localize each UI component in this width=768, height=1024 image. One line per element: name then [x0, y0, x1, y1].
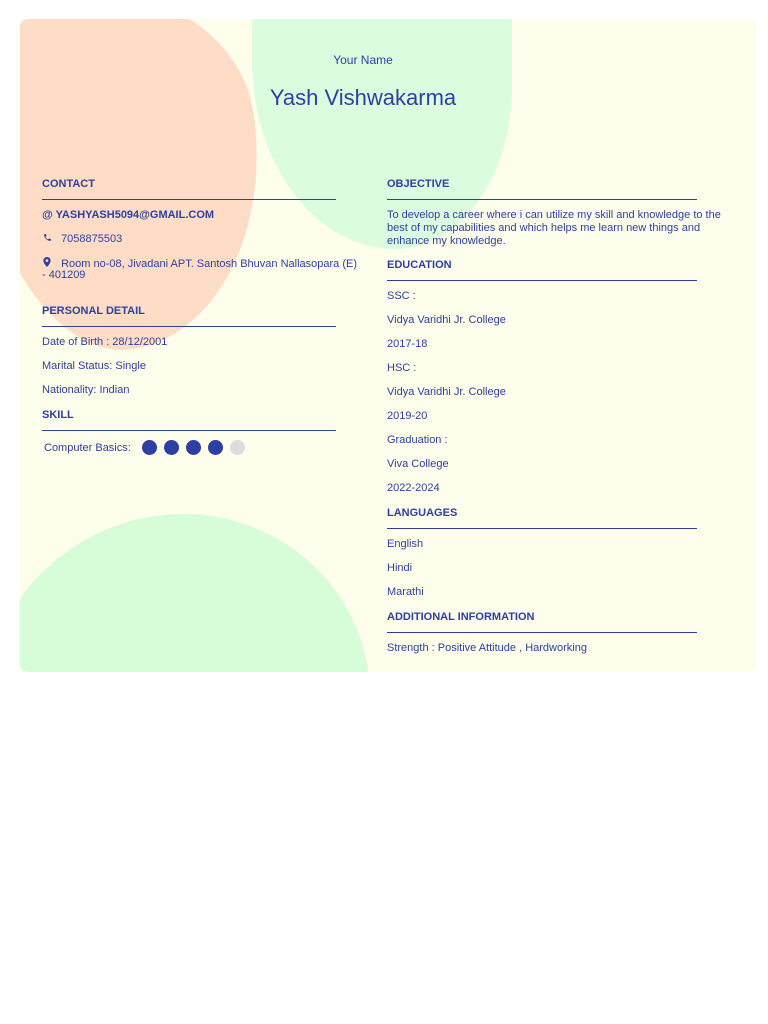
phone-text: 7058875503 — [61, 233, 123, 245]
rating-dot-empty — [230, 440, 245, 455]
divider — [387, 632, 697, 633]
language-item: Marathi — [387, 586, 424, 598]
phone-icon — [42, 233, 52, 246]
divider — [387, 199, 697, 200]
divider — [42, 326, 336, 327]
education-item: 2022-2024 — [387, 482, 440, 494]
objective-text: To develop a career where i can utilize my skill and knowledge to the best of my capabilities and which helps me learn new things and enhance my knowledge. — [387, 209, 721, 247]
full-name: Yash Vishwakarma — [269, 85, 457, 110]
at-icon: @ — [42, 209, 53, 221]
skill-row — [44, 440, 358, 455]
contact-email — [42, 209, 358, 222]
contact-address — [42, 257, 358, 281]
education-item: SSC : — [387, 290, 416, 302]
education-item: Viva College — [387, 458, 449, 470]
address-text: Room no-08, Jivadani APT. Santosh Bhuvan Nallasopara (E) - 401209 — [42, 258, 358, 281]
name-label: Your Name — [333, 53, 393, 67]
education-item: HSC : — [387, 362, 417, 374]
education-item: Vidya Varidhi Jr. College — [387, 314, 506, 326]
personal-dob: Date of Birth : 28/12/2001 — [42, 336, 168, 348]
divider — [42, 430, 336, 431]
education-item: 2017-18 — [387, 338, 428, 350]
personal-nationality: Nationality: Indian — [42, 384, 130, 396]
personal-title: PERSONAL DETAIL — [42, 305, 145, 317]
rating-dot-filled — [142, 440, 157, 455]
rating-dot-filled — [186, 440, 201, 455]
additional-title: ADDITIONAL INFORMATION — [387, 611, 535, 623]
additional-text: Strength : Positive Attitude , Hardworking — [387, 642, 587, 654]
left-column — [42, 177, 358, 455]
skill-title: SKILL — [42, 409, 74, 421]
education-item: 2019-20 — [387, 410, 428, 422]
contact-title: CONTACT — [42, 178, 95, 190]
languages-title: LANGUAGES — [387, 507, 458, 519]
language-item: Hindi — [387, 562, 413, 574]
resume-card — [20, 19, 756, 672]
divider — [387, 280, 697, 281]
education-title: EDUCATION — [387, 259, 452, 271]
language-item: English — [387, 538, 424, 550]
education-item: Vidya Varidhi Jr. College — [387, 386, 506, 398]
rating-dot-filled — [164, 440, 179, 455]
contact-phone — [42, 233, 358, 246]
divider — [42, 199, 336, 200]
divider — [387, 528, 697, 529]
personal-marital: Marital Status: Single — [42, 360, 146, 372]
skill-name: Computer Basics: — [44, 441, 131, 454]
email-text: YASHYASH5094@GMAIL.COM — [55, 209, 215, 221]
objective-title: OBJECTIVE — [387, 178, 450, 190]
rating-dot-filled — [208, 440, 223, 455]
education-item: Graduation : — [387, 434, 448, 446]
right-column — [387, 177, 727, 666]
